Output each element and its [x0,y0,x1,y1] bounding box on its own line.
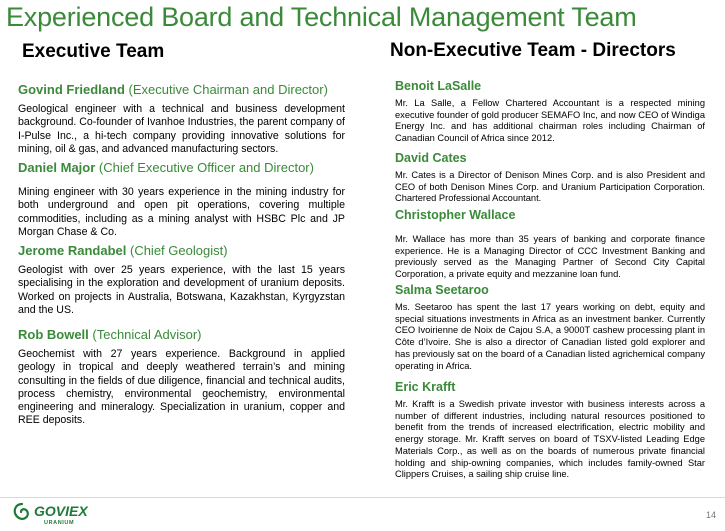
member-name: Govind Friedland [18,82,125,97]
member-name: Daniel Major [18,160,96,175]
member-name: Christopher Wallace [395,208,516,222]
member-description: Mining engineer with 30 years experience in the mining industry for both underground and open pit operations, covering multiple commodities, including as a mining analyst with HSBC Plc and JP Morgan Chase & Co. [18,186,345,238]
member-description: Geochemist with 27 years experience. Background in applied geology in tropical and deeply weathered terrain’s and mining consulting in the fields of due diligence, financial and technical audits, process chemistry, environmental geochemistry, environmental engineering and mineralogy. Specialization in uranium, copper and REE deposits. [18,348,345,427]
director-member [395,79,705,145]
member-name: David Cates [395,151,467,165]
member-description: Mr. Krafft is a Swedish private investor with business interests across a number of different industries, including natural resources positioned to benefit from the trends of increased electrification, electric mobility and energy storage. Mr. Krafft serves on board of TSXV-listed Leading Edge Materials Corp., as well as on the boards of numerous private financial holding and ship-owning companies, which includes family-owned Star Clippers Cruises, a sailing ship cruise line. [395,399,705,480]
director-member [395,208,705,281]
page-number: 14 [705,510,716,520]
member-name: Rob Bowell [18,327,89,342]
member-description: Geologist with over 25 years experience, with the last 15 years specialising in the exploration and development of uranium deposits. Worked on projects in Australia, Botswana, Kazakhstan, Kyrgyzstan and the US. [18,264,345,316]
member-description: Mr. Cates is a Director of Denison Mines Corp. and is also President and CEO of both Denison Mines Corp. and Uranium Participation Corporation. Chartered Professional Accountant. [395,170,705,204]
executive-team-heading: Executive Team [22,41,165,62]
goviex-swirl-icon [10,500,100,526]
member-name: Benoit LaSalle [395,79,482,93]
member-role: (Chief Executive Officer and Director) [95,160,314,175]
member-description: Ms. Seetaroo has spent the last 17 years working on debt, equity and special situations investments in Africa as an investment banker. Currently CEO Ivoirienne de Noix de Cajou S.A, a 9000T cashew processing plant in Côte d’Ivoire. She is also a director of Canadian listed gold explorer and has previously sat on the board of a Canadian listed agrichemical company operating in Africa. [395,302,705,371]
member-name-line [18,243,345,258]
member-description: Mr. Wallace has more than 35 years of banking and corporate finance experience. He is a Managing Director of CCC Investment Banking and previously served as the Managing Partner of Second City Capital Corporation, a private equity and mezzanine loan fund. [395,234,705,280]
member-name-line [18,160,345,175]
member-role: (Executive Chairman and Director) [124,82,328,97]
executive-member [18,160,345,239]
member-name-line [18,327,345,342]
member-role: (Technical Advisor) [88,327,202,342]
member-name: Salma Seetaroo [395,283,489,297]
member-role: (Chief Geologist) [126,243,228,258]
footer-divider [0,497,725,498]
director-member [395,380,705,481]
executive-member [18,82,345,156]
member-name-line [18,82,345,97]
logo-subtext: URANIUM [44,520,75,526]
non-executive-team-heading: Non-Executive Team - Directors [390,40,676,61]
company-logo [10,500,100,526]
member-description: Mr. La Salle, a Fellow Chartered Accountant is a respected mining executive founder of gold producer SEMAFO Inc, and now CEO of Windiga Energy Inc. and has additional chairman roles including Chairman of Canadian Council of Africa since 2012. [395,98,705,144]
executive-member [18,327,345,428]
member-description: Geological engineer with a technical and business development background. Co-founder of Ivanhoe Industries, the parent company of I-Pulse Inc., a hi-tech company providing innovative solutions for mining, oil & gas, and advanced manufacturing sectors. [18,103,345,155]
logo-wordmark: GOVIEX [34,503,88,519]
executive-member [18,243,345,317]
slide-title: Experienced Board and Technical Management Team [6,2,637,32]
director-member [395,283,705,372]
member-name: Eric Krafft [395,380,456,394]
member-name: Jerome Randabel [18,243,127,258]
director-member [395,151,705,205]
